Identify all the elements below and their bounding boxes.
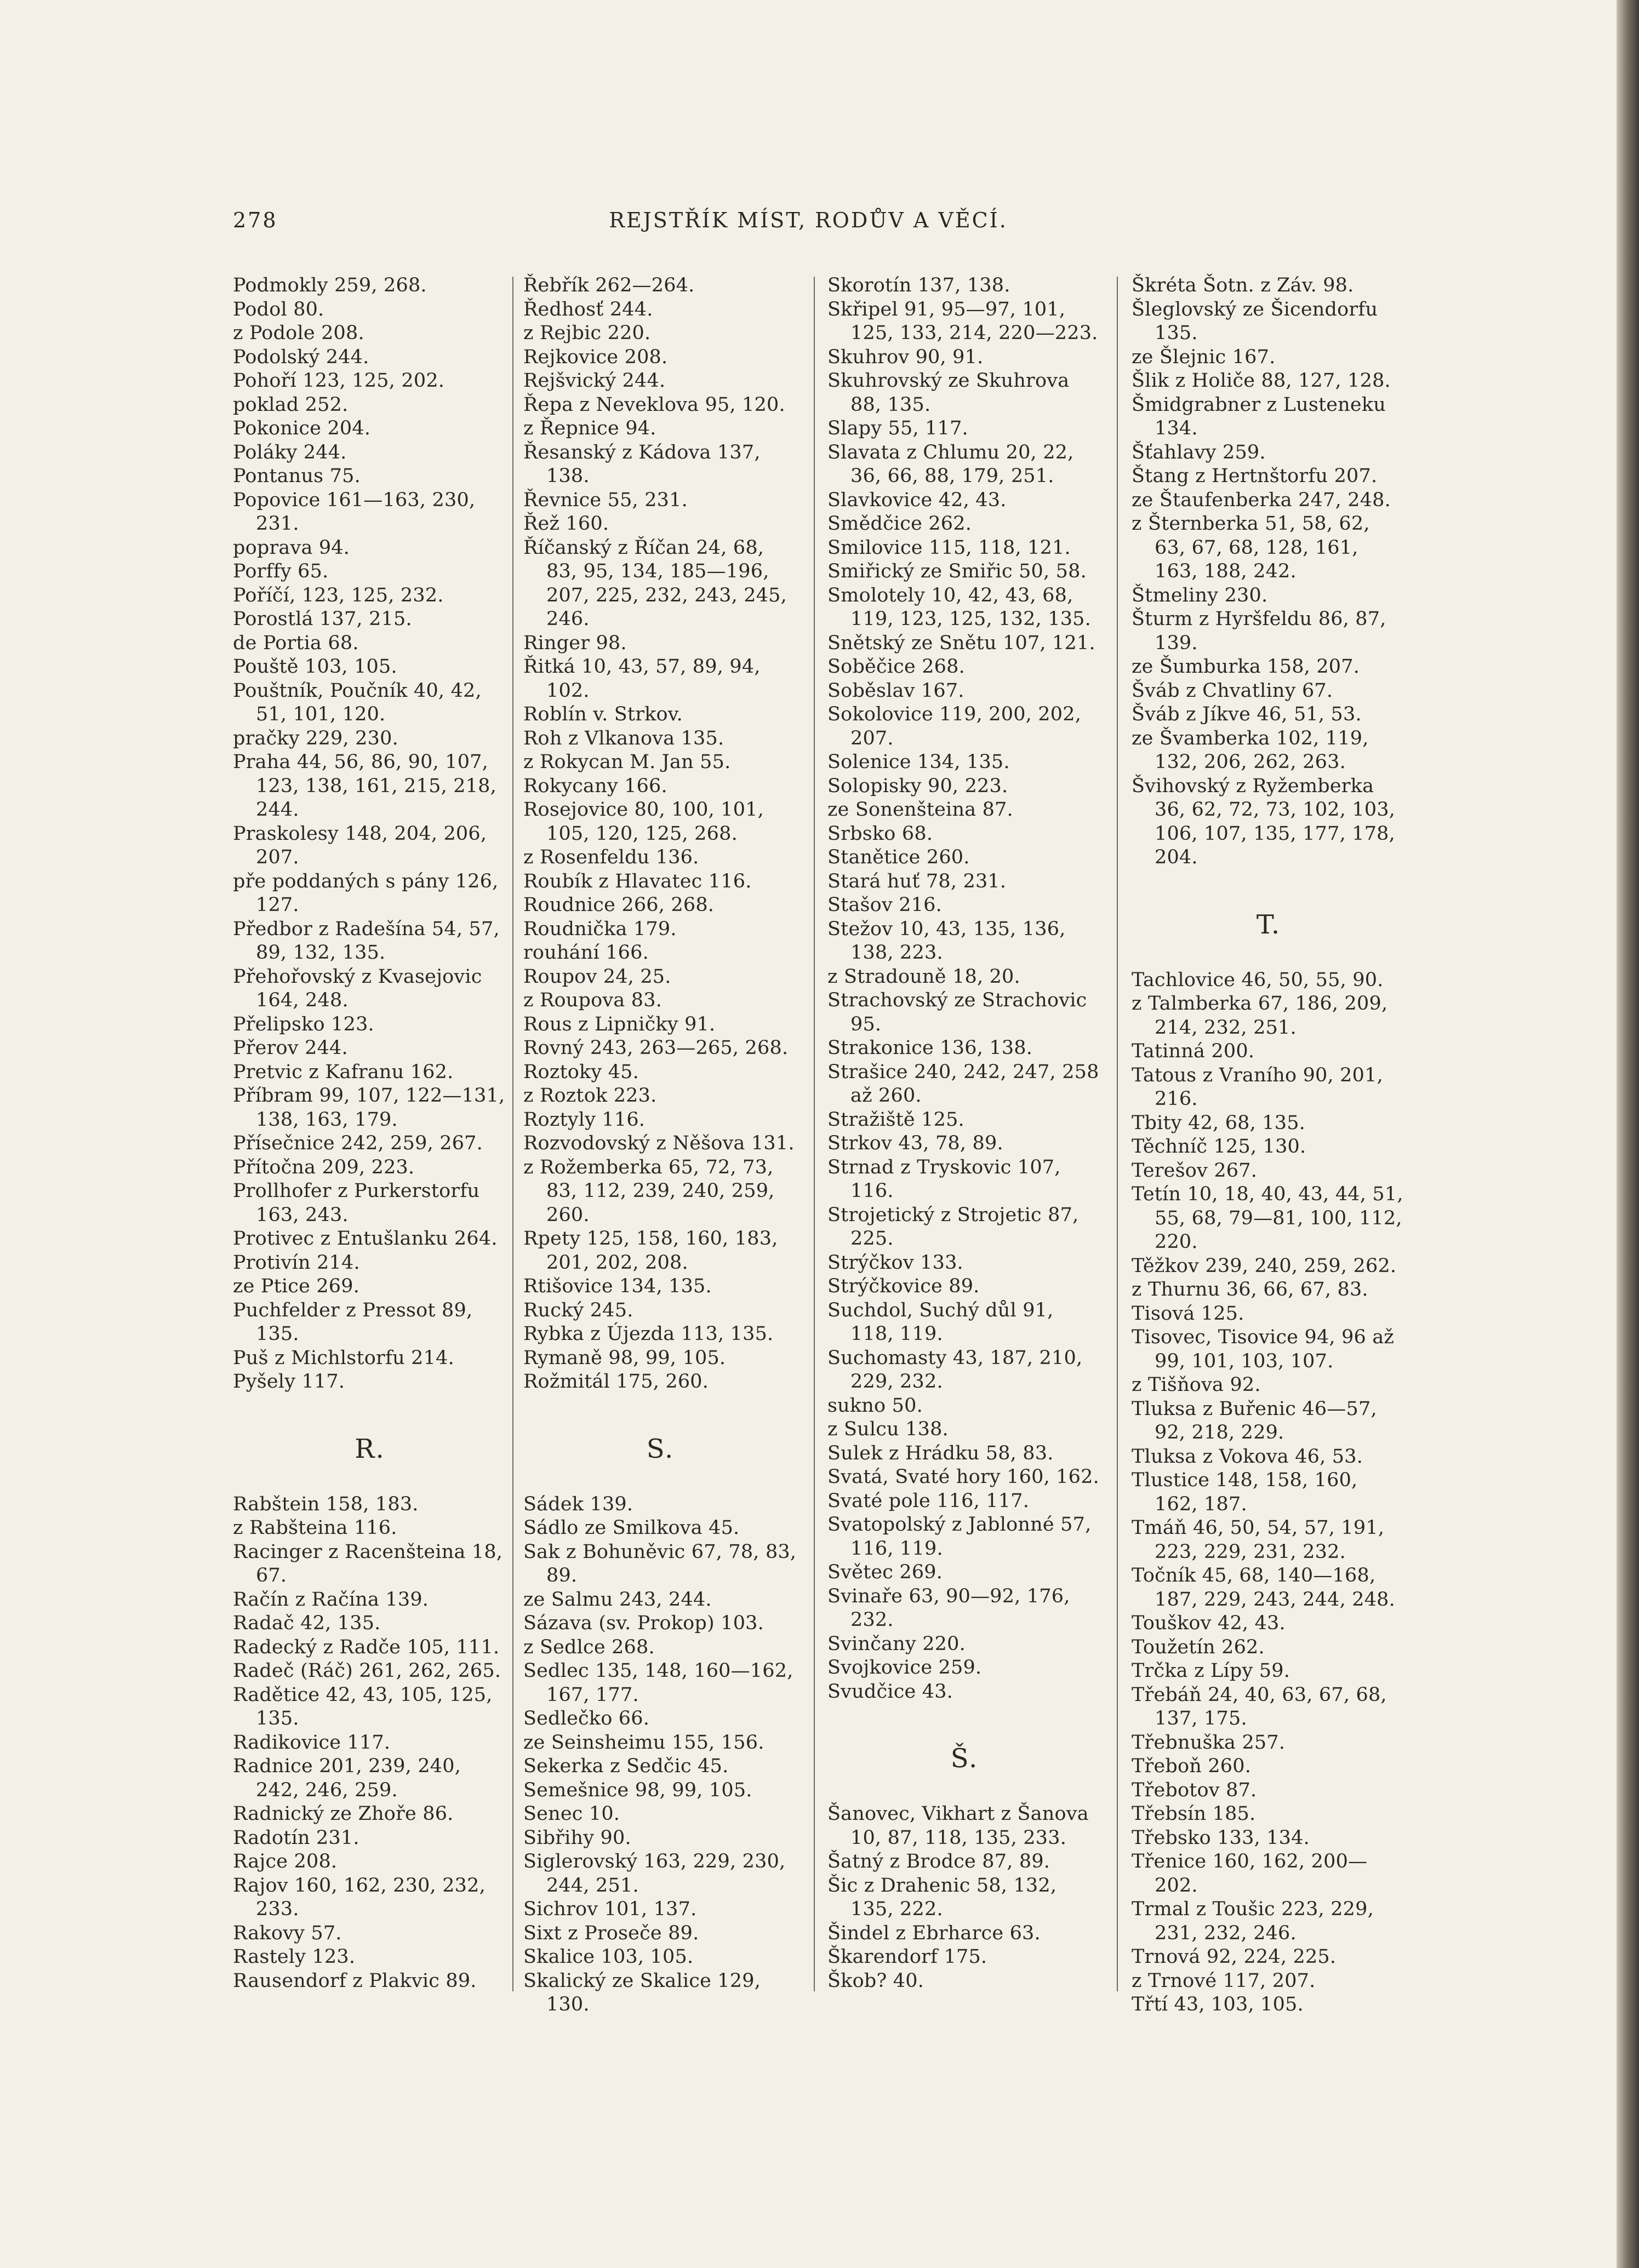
index-entry: Podol 80. <box>233 298 324 320</box>
index-entry: Pouštník, Poučník 40, 42, 51, 101, 120. <box>233 679 482 725</box>
index-entry: Škréta Šotn. z Záv. 98. <box>1132 274 1354 296</box>
index-entry: Trnová 92, 224, 225. <box>1132 1946 1337 1968</box>
index-entry: ze Šlejnic 167. <box>1132 346 1276 368</box>
index-entry: Svaté pole 116, 117. <box>827 1490 1030 1512</box>
index-entry: Roztoky 45. <box>523 1061 639 1083</box>
index-entry: Šindel z Ebrharce 63. <box>827 1922 1041 1944</box>
index-entry: Protivec z Entušlanku 264. <box>233 1228 498 1250</box>
index-entry: ze Šumburka 158, 207. <box>1132 656 1360 678</box>
index-entry: Skalice 103, 105. <box>523 1946 694 1968</box>
index-entry: Skřipel 91, 95—97, 101, 125, 133, 214, 220—223. <box>827 298 1098 344</box>
index-entry: Sak z Bohuněvic 67, 78, 83, 89. <box>523 1540 797 1587</box>
index-entry: Sázava (sv. Prokop) 103. <box>523 1612 764 1634</box>
index-entry: Předbor z Radešína 54, 57, 89, 132, 135. <box>233 918 500 964</box>
index-entry: Rajce 208. <box>233 1851 338 1872</box>
index-entry: Tluksa z Buřenic 46—57, 92, 218, 229. <box>1132 1398 1377 1444</box>
index-entry: rouhání 166. <box>523 942 649 964</box>
index-entry: Těchníč 125, 130. <box>1132 1136 1306 1158</box>
index-entry: Smědčice 262. <box>827 513 972 535</box>
index-entry: Tisovec, Tisovice 94, 96 až 99, 101, 103, 107. <box>1132 1326 1395 1372</box>
index-entry: Ringer 98. <box>523 632 627 654</box>
index-entry: Praskolesy 148, 204, 206, 207. <box>233 822 487 868</box>
index-entry: Stražiště 125. <box>827 1108 964 1131</box>
index-entry: Tluksa z Vokova 46, 53. <box>1132 1445 1363 1468</box>
index-entry: Rejšvický 244. <box>523 370 666 392</box>
index-entry: Pretvic z Kafranu 162. <box>233 1061 454 1083</box>
index-column-2 <box>523 274 797 2016</box>
index-entry: Porostlá 137, 215. <box>233 608 412 630</box>
index-entry: Smiřický ze Smiřic 50, 58. <box>827 560 1087 582</box>
index-entry: Rakovy 57. <box>233 1922 342 1944</box>
page-header <box>233 208 1384 247</box>
book-edge-shadow <box>1617 0 1639 2268</box>
index-entry: Třebnuška 257. <box>1132 1731 1286 1754</box>
index-entry: Soběslav 167. <box>827 679 964 702</box>
index-entry: Rokycany 166. <box>523 775 667 797</box>
index-entry: Škarendorf 175. <box>827 1946 987 1968</box>
index-entry: Radnický ze Zhoře 86. <box>233 1803 454 1825</box>
index-entry: Rastely 123. <box>233 1946 356 1968</box>
index-entry: poprava 94. <box>233 536 350 559</box>
index-entry: z Roupova 83. <box>523 989 663 1011</box>
index-entry: Radikovice 117. <box>233 1731 391 1754</box>
index-column-1 <box>233 274 507 2016</box>
column-divider <box>814 277 815 1991</box>
index-entry: Solopisky 90, 223. <box>827 775 1008 797</box>
index-entry: Šmidgrabner z Lusteneku 134. <box>1132 393 1386 439</box>
section-letter: R. <box>355 1433 385 1464</box>
index-entry: Touškov 42, 43. <box>1132 1612 1286 1634</box>
page-number: 278 <box>233 208 278 232</box>
index-entry: Roubík z Hlavatec 116. <box>523 870 752 892</box>
index-entry: Strašice 240, 242, 247, 258 až 260. <box>827 1061 1099 1107</box>
index-entry: Poříčí, 123, 125, 232. <box>233 584 444 606</box>
index-entry: Puchfelder z Pressot 89, 135. <box>233 1299 473 1345</box>
index-entry: Řebřík 262—264. <box>523 274 695 296</box>
column-divider <box>512 277 513 1991</box>
index-entry: Škob? 40. <box>827 1969 924 1992</box>
entry-list <box>233 274 507 1394</box>
index-entry: Třenice 160, 162, 200—202. <box>1132 1851 1368 1897</box>
index-entry: Strnad z Tryskovic 107, 116. <box>827 1156 1061 1202</box>
index-column-3 <box>827 274 1101 2016</box>
index-entry: Prollhofer z Purkerstorfu 163, 243. <box>233 1180 480 1226</box>
index-entry: z Sedlce 268. <box>523 1636 655 1658</box>
index-entry: z Řepnice 94. <box>523 417 656 439</box>
index-entry: ze Ptice 269. <box>233 1275 360 1297</box>
index-entry: Přehořovský z Kvasejovic 164, 248. <box>233 965 482 1011</box>
entry-list <box>523 1493 797 2017</box>
index-entry: Tetín 10, 18, 40, 43, 44, 51, 55, 68, 79—81, 100, 112, 220. <box>1132 1183 1403 1253</box>
index-entry: z Rejbic 220. <box>523 322 651 344</box>
index-entry: ze Štaufenberka 247, 248. <box>1132 489 1391 511</box>
index-entry: Skalický ze Skalice 129, 130. <box>523 1969 761 2015</box>
index-entry: Řesanský z Kádova 137, 138. <box>523 441 761 487</box>
index-entry: Roh z Vlkanova 135. <box>523 727 724 749</box>
index-entry: Radeč (Ráč) 261, 262, 265. <box>233 1660 501 1682</box>
index-entry: Podmokly 259, 268. <box>233 274 427 296</box>
index-entry: Sibřihy 90. <box>523 1826 631 1849</box>
index-entry: Puš z Michlstorfu 214. <box>233 1347 454 1369</box>
index-entry: Svatopolský z Jablonné 57, 116, 119. <box>827 1514 1092 1560</box>
index-entry: Štmeliny 230. <box>1132 584 1268 606</box>
index-entry: Rovný 243, 263—265, 268. <box>523 1037 789 1059</box>
index-entry: Strachovský ze Strachovic 95. <box>827 989 1087 1035</box>
index-entry: Tmáň 46, 50, 54, 57, 191, 223, 229, 231, 232. <box>1132 1517 1385 1563</box>
index-entry: Tatous z Vraního 90, 201, 216. <box>1132 1064 1383 1110</box>
index-column-4 <box>1132 274 1406 2016</box>
index-entry: pře poddaných s pány 126, 127. <box>233 870 499 916</box>
index-entry: Radotín 231. <box>233 1826 359 1849</box>
index-entry: z Sulcu 138. <box>827 1418 949 1440</box>
index-entry: Rybka z Újezda 113, 135. <box>523 1323 774 1345</box>
index-entry: Pyšely 117. <box>233 1371 345 1393</box>
index-entry: Tisová 125. <box>1132 1302 1244 1325</box>
index-entry: z Podole 208. <box>233 322 364 344</box>
entry-list <box>523 274 797 1394</box>
index-entry: Šlik z Holiče 88, 127, 128. <box>1132 370 1391 392</box>
index-entry: Praha 44, 56, 86, 90, 107, 123, 138, 161, 215, 218, 244. <box>233 751 496 821</box>
index-entry: Senec 10. <box>523 1803 620 1825</box>
index-entry: Sichrov 101, 137. <box>523 1898 697 1920</box>
index-entry: Popovice 161—163, 230, 231. <box>233 489 476 535</box>
section-letter: S. <box>646 1433 675 1464</box>
section-letter: T. <box>1256 909 1281 940</box>
index-entry: Rymaně 98, 99, 105. <box>523 1347 726 1369</box>
index-entry: Šic z Drahenic 58, 132, 135, 222. <box>827 1874 1057 1920</box>
index-entry: z Trnové 117, 207. <box>1132 1969 1316 1992</box>
index-entry: Rejkovice 208. <box>523 346 668 368</box>
entry-list <box>1132 274 1406 870</box>
index-entry: Slapy 55, 117. <box>827 417 968 439</box>
index-entry: Tatinná 200. <box>1132 1040 1255 1062</box>
index-entry: Sekerka z Sedčic 45. <box>523 1755 729 1777</box>
index-entry: Tbity 42, 68, 135. <box>1132 1112 1306 1134</box>
index-entry: z Rabšteina 116. <box>233 1517 397 1539</box>
index-entry: Strýčkov 133. <box>827 1251 963 1274</box>
index-entry: Stará huť 78, 231. <box>827 870 1007 892</box>
index-entry: Strýčkovice 89. <box>827 1275 980 1297</box>
index-entry: Pontanus 75. <box>233 465 361 487</box>
index-entry: Říčanský z Říčan 24, 68, 83, 95, 134, 185—196, 207, 225, 232, 243, 245, 246. <box>523 536 787 630</box>
index-entry: z Rožemberka 65, 72, 73, 83, 112, 239, 240, 259, 260. <box>523 1156 775 1226</box>
index-entry: ze Sonenšteina 87. <box>827 799 1013 821</box>
index-entry: Suchomasty 43, 187, 210, 229, 232. <box>827 1347 1083 1393</box>
index-entry: Račín z Račína 139. <box>233 1588 429 1611</box>
index-entry: Třebsko 133, 134. <box>1132 1826 1310 1849</box>
index-entry: Roblín v. Strkov. <box>523 703 683 725</box>
index-entry: Roztyly 116. <box>523 1108 646 1131</box>
index-entry: Švihovský z Ryžemberka 36, 62, 72, 73, 102, 103, 106, 107, 135, 177, 178, 204. <box>1132 775 1396 868</box>
index-entry: Radecký z Radče 105, 111. <box>233 1636 500 1658</box>
index-entry: Sádlo ze Smilkova 45. <box>523 1517 740 1539</box>
index-entry: Roupov 24, 25. <box>523 965 671 988</box>
index-entry: Smilovice 115, 118, 121. <box>827 536 1071 559</box>
index-entry: z Roztok 223. <box>523 1085 657 1107</box>
index-entry: Sulek z Hrádku 58, 83. <box>827 1442 1054 1464</box>
index-entry: Strkov 43, 78, 89. <box>827 1132 1003 1154</box>
index-entry: Šváb z Jíkve 46, 51, 53. <box>1132 703 1362 725</box>
index-entry: Svojkovice 259. <box>827 1657 982 1679</box>
index-entry: Šťahlavy 259. <box>1132 441 1266 463</box>
index-entry: Pohoří 123, 125, 202. <box>233 370 445 392</box>
index-entry: Porffy 65. <box>233 560 329 582</box>
running-title: REJSTŘÍK MÍST, RODŮV A VĚCÍ. <box>609 208 1008 232</box>
index-entry: Šleglovský ze Šicendorfu 135. <box>1132 298 1378 344</box>
index-entry: Ředhosť 244. <box>523 298 653 320</box>
index-entry: Svudčice 43. <box>827 1680 953 1703</box>
index-entry: Řevnice 55, 231. <box>523 489 688 511</box>
index-entry: Řepa z Neveklova 95, 120. <box>523 393 785 416</box>
index-entry: Sedlečko 66. <box>523 1708 650 1729</box>
index-entry: Šanovec, Vikhart z Šanova 10, 87, 118, 135, 233. <box>827 1803 1089 1849</box>
index-entry: Stežov 10, 43, 135, 136, 138, 223. <box>827 918 1066 964</box>
index-entry: Rabštein 158, 183. <box>233 1493 419 1515</box>
index-entry: Rucký 245. <box>523 1299 633 1321</box>
index-entry: Roudnice 266, 268. <box>523 894 715 916</box>
index-entry: z Tišňova 92. <box>1132 1374 1261 1396</box>
index-entry: Slavkovice 42, 43. <box>827 489 1007 511</box>
index-entry: Řitká 10, 43, 57, 89, 94, 102. <box>523 656 761 702</box>
index-entry: Smolotely 10, 42, 43, 68, 119, 123, 125, 132, 135. <box>827 584 1091 630</box>
index-entry: Soběčice 268. <box>827 656 965 678</box>
index-entry: Stašov 216. <box>827 894 942 916</box>
index-entry: z Stradouně 18, 20. <box>827 965 1020 988</box>
index-entry: Rpety 125, 158, 160, 183, 201, 202, 208. <box>523 1228 778 1274</box>
index-entry: Přerov 244. <box>233 1037 348 1059</box>
index-entry: Pouště 103, 105. <box>233 656 397 678</box>
index-entry: Radač 42, 135. <box>233 1612 381 1634</box>
index-entry: Příbram 99, 107, 122—131, 138, 163, 179. <box>233 1085 505 1131</box>
index-entry: Podolský 244. <box>233 346 369 368</box>
index-entry: Skorotín 137, 138. <box>827 274 1010 296</box>
index-entry: Sokolovice 119, 200, 202, 207. <box>827 703 1082 749</box>
index-entry: Pokonice 204. <box>233 417 371 439</box>
index-entry: Rozvodovský z Něšova 131. <box>523 1132 795 1154</box>
index-entry: Řež 160. <box>523 513 609 535</box>
entry-list <box>233 1493 507 1994</box>
index-entry: Radnice 201, 239, 240, 242, 246, 259. <box>233 1755 461 1801</box>
index-entry: Šturm z Hyršfeldu 86, 87, 139. <box>1132 608 1386 654</box>
index-entry: Rausendorf z Plakvic 89. <box>233 1969 477 1992</box>
index-entry: Třtí 43, 103, 105. <box>1132 1994 1304 2015</box>
index-entry: Těžkov 239, 240, 259, 262. <box>1132 1255 1397 1277</box>
index-entry: Toužetín 262. <box>1132 1636 1265 1658</box>
index-entry: z Thurnu 36, 66, 67, 83. <box>1132 1279 1368 1301</box>
index-entry: Suchdol, Suchý důl 91, 118, 119. <box>827 1299 1054 1345</box>
index-entry: Rožmitál 175, 260. <box>523 1371 709 1393</box>
index-entry: Skuhrov 90, 91. <box>827 346 984 368</box>
entry-list <box>827 274 1101 1704</box>
index-entry: Snětský ze Snětu 107, 121. <box>827 632 1095 654</box>
index-entry: z Šternberka 51, 58, 62, 63, 67, 68, 128, 161, 163, 188, 242. <box>1132 513 1370 582</box>
index-entry: Strojetický z Strojetic 87, 225. <box>827 1204 1079 1250</box>
index-entry: Točník 45, 68, 140—168, 187, 229, 243, 244, 248. <box>1132 1565 1395 1611</box>
index-entry: Srbsko 68. <box>827 822 933 845</box>
index-entry: Sixt z Proseče 89. <box>523 1922 699 1944</box>
index-entry: sukno 50. <box>827 1394 923 1417</box>
index-entry: Skuhrovský ze Skuhrova 88, 135. <box>827 370 1070 416</box>
index-entry: pračky 229, 230. <box>233 727 398 749</box>
index-entry: Roudnička 179. <box>523 918 677 940</box>
index-entry: poklad 252. <box>233 393 349 416</box>
index-entry: Sedlec 135, 148, 160—162, 167, 177. <box>523 1660 793 1706</box>
index-entry: Přelipsko 123. <box>233 1013 374 1035</box>
index-entry: Světec 269. <box>827 1561 943 1583</box>
index-entry: Rajov 160, 162, 230, 232, 233. <box>233 1874 486 1920</box>
index-entry: Tlustice 148, 158, 160, 162, 187. <box>1132 1469 1358 1515</box>
index-entry: Třebáň 24, 40, 63, 67, 68, 137, 175. <box>1132 1683 1387 1729</box>
index-entry: Přísečnice 242, 259, 267. <box>233 1132 483 1154</box>
index-entry: z Rosenfeldu 136. <box>523 846 699 868</box>
index-entry: Radětice 42, 43, 105, 125, 135. <box>233 1683 493 1729</box>
index-entry: z Rokycan M. Jan 55. <box>523 751 731 773</box>
index-entry: Šatný z Brodce 87, 89. <box>827 1851 1050 1872</box>
index-entry: Trmal z Toušic 223, 229, 231, 232, 246. <box>1132 1898 1374 1944</box>
column-divider <box>1117 277 1118 1991</box>
index-entry: Svatá, Svaté hory 160, 162. <box>827 1466 1099 1488</box>
index-entry: Strakonice 136, 138. <box>827 1037 1033 1059</box>
index-entry: Siglerovský 163, 229, 230, 244, 251. <box>523 1851 786 1897</box>
index-entry: Racinger z Racenšteina 18, 67. <box>233 1540 503 1587</box>
index-entry: ze Švamberka 102, 119, 132, 206, 262, 263. <box>1132 727 1369 773</box>
index-entry: z Talmberka 67, 186, 209, 214, 232, 251. <box>1132 993 1388 1039</box>
index-entry: Šváb z Chvatliny 67. <box>1132 679 1333 702</box>
entry-list <box>827 1802 1101 1993</box>
index-entry: Poláky 244. <box>233 441 347 463</box>
index-entry: Třeboň 260. <box>1132 1755 1252 1777</box>
index-entry: Rtišovice 134, 135. <box>523 1275 712 1297</box>
index-entry: Svinaře 63, 90—92, 176, 232. <box>827 1585 1070 1631</box>
index-entry: Štang z Hertnštorfu 207. <box>1132 465 1378 487</box>
index-entry: Stanětice 260. <box>827 846 970 868</box>
index-entry: Protivín 214. <box>233 1251 360 1274</box>
index-entry: de Portia 68. <box>233 632 359 654</box>
index-entry: Solenice 134, 135. <box>827 751 1010 773</box>
index-entry: Sádek 139. <box>523 1493 633 1515</box>
index-entry: Třebotov 87. <box>1132 1779 1257 1801</box>
index-entry: Přítočna 209, 223. <box>233 1156 415 1178</box>
section-letter: Š. <box>950 1743 979 1774</box>
index-entry: ze Salmu 243, 244. <box>523 1588 712 1611</box>
index-entry: Třebsín 185. <box>1132 1803 1256 1825</box>
index-entry: Slavata z Chlumu 20, 22, 36, 66, 88, 179, 251. <box>827 441 1074 487</box>
index-entry: Terešov 267. <box>1132 1159 1258 1182</box>
index-entry: Tachlovice 46, 50, 55, 90. <box>1132 969 1384 991</box>
index-entry: Rous z Lipničky 91. <box>523 1013 716 1035</box>
entry-list <box>1132 969 1406 2017</box>
index-entry: Rosejovice 80, 100, 101, 105, 120, 125, 268. <box>523 799 764 845</box>
index-entry: Svinčany 220. <box>827 1633 966 1655</box>
index-entry: Trčka z Lípy 59. <box>1132 1660 1290 1682</box>
index-entry: ze Seinsheimu 155, 156. <box>523 1731 764 1754</box>
index-entry: Semešnice 98, 99, 105. <box>523 1779 752 1801</box>
